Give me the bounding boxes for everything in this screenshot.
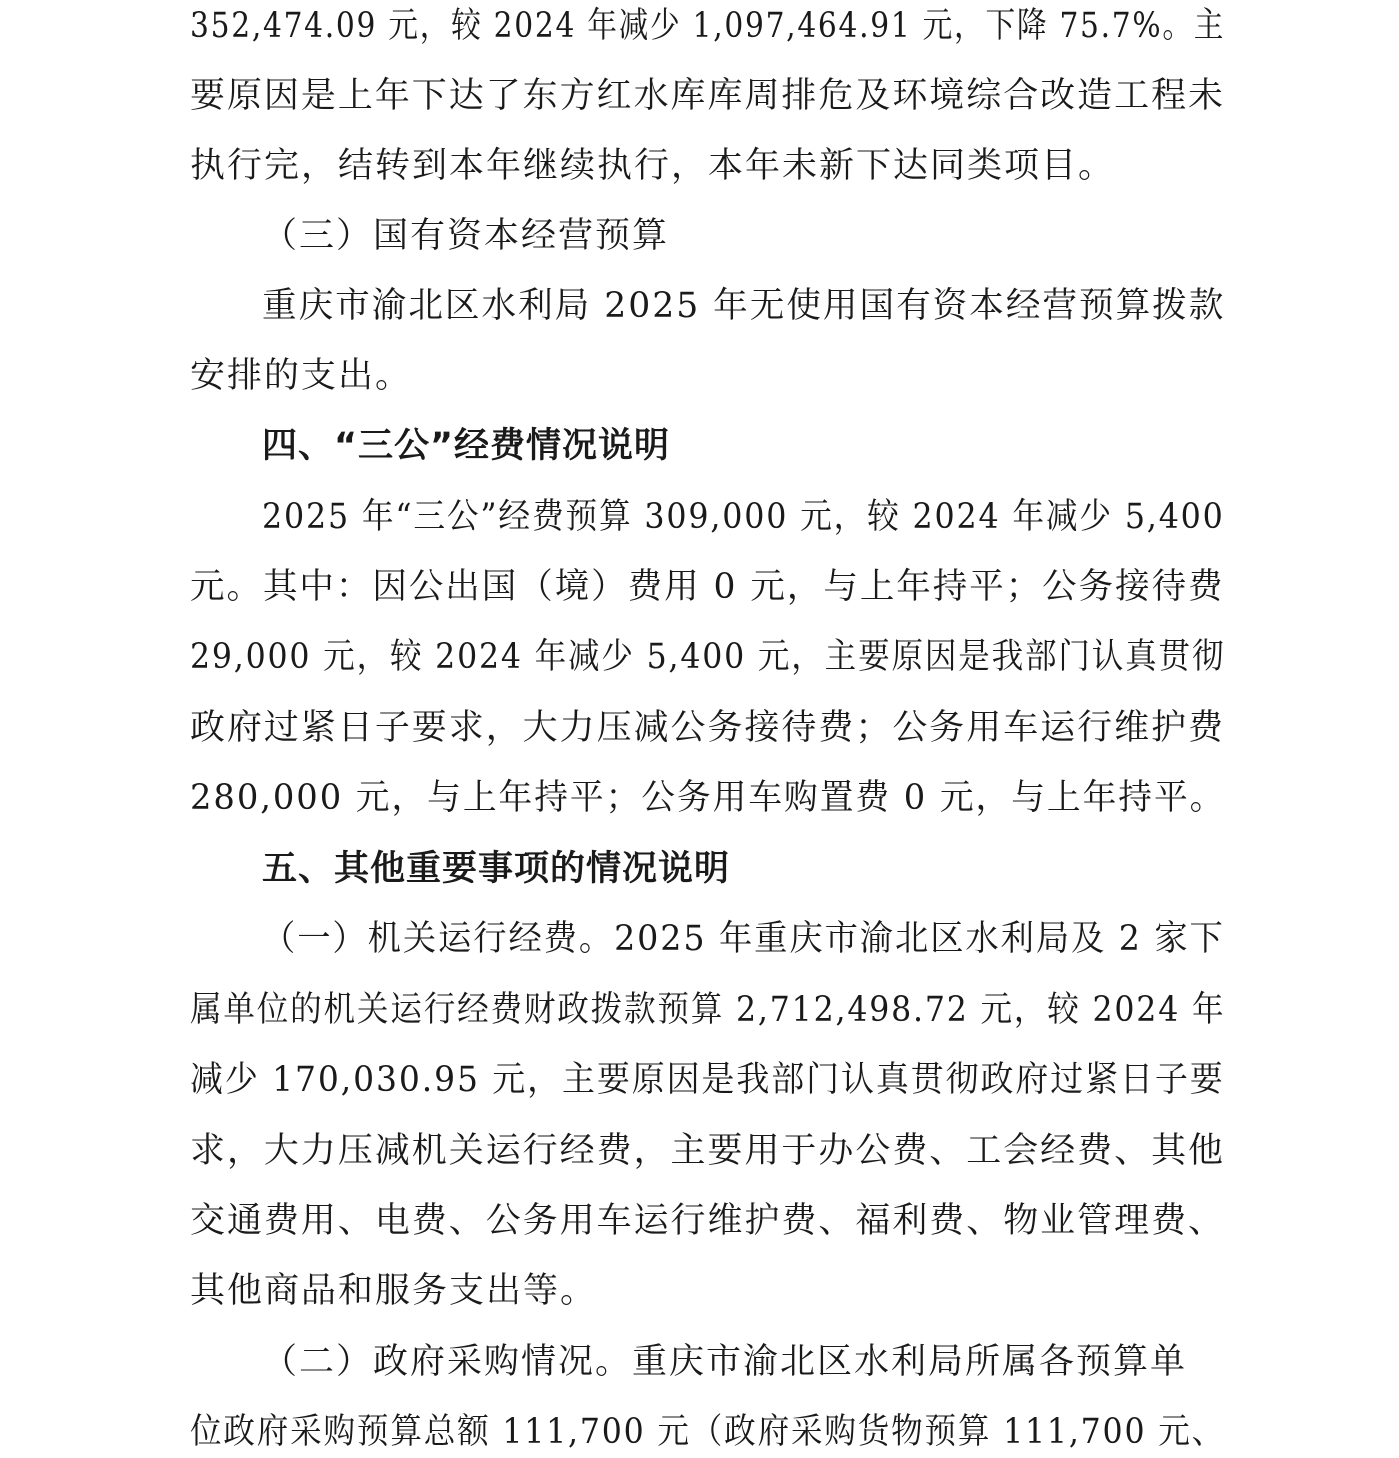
paragraph-line: 元。其中：因公出国（境）费用 0 元，与上年持平；公务接待费 <box>190 567 1225 607</box>
paragraph-line: 2025 年“三公”经费预算 309,000 元，较 2024 年减少 5,400 <box>262 497 1225 537</box>
subsection-heading: （三）国有资本经营预算 <box>262 216 670 256</box>
paragraph-line: 减少 170,030.95 元，主要原因是我部门认真贯彻政府过紧日子要 <box>190 1060 1225 1100</box>
paragraph-line: 求，大力压减机关运行经费，主要用于办公费、工会经费、其他 <box>190 1131 1226 1171</box>
paragraph-line: （一）机关运行经费。2025 年重庆市渝北区水利局及 2 家下 <box>262 919 1225 959</box>
paragraph-line: 安排的支出。 <box>190 356 413 396</box>
paragraph-line: 要原因是上年下达了东方红水库库周排危及环境综合改造工程未 <box>190 76 1226 116</box>
paragraph-line: 重庆市渝北区水利局 2025 年无使用国有资本经营预算拨款 <box>262 286 1226 326</box>
paragraph-line: 其他商品和服务支出等。 <box>190 1271 598 1311</box>
paragraph-line: （二）政府采购情况。重庆市渝北区水利局所属各预算单 <box>262 1342 1188 1382</box>
paragraph-line: 属单位的机关运行经费财政拨款预算 2,712,498.72 元，较 2024 年 <box>190 990 1226 1030</box>
paragraph-line: 280,000 元，与上年持平；公务用车购置费 0 元，与上年持平。 <box>190 778 1226 818</box>
paragraph-line: 29,000 元，较 2024 年减少 5,400 元，主要原因是我部门认真贯彻 <box>190 637 1226 677</box>
paragraph-line: 执行完，结转到本年继续执行，本年未新下达同类项目。 <box>190 146 1116 186</box>
paragraph-line: 政府过紧日子要求，大力压减公务接待费；公务用车运行维护费 <box>190 708 1226 748</box>
paragraph-line: 352,474.09 元，较 2024 年减少 1,097,464.91 元，下降 75.7%。主 <box>190 6 1226 46</box>
paragraph-line: 交通费用、电费、公务用车运行维护费、福利费、物业管理费、 <box>190 1201 1226 1241</box>
paragraph-line: 位政府采购预算总额 111,700 元（政府采购货物预算 111,700 元、 <box>190 1412 1225 1452</box>
section-heading: 五、其他重要事项的情况说明 <box>262 849 731 889</box>
section-heading: 四、“三公”经费情况说明 <box>262 426 671 466</box>
